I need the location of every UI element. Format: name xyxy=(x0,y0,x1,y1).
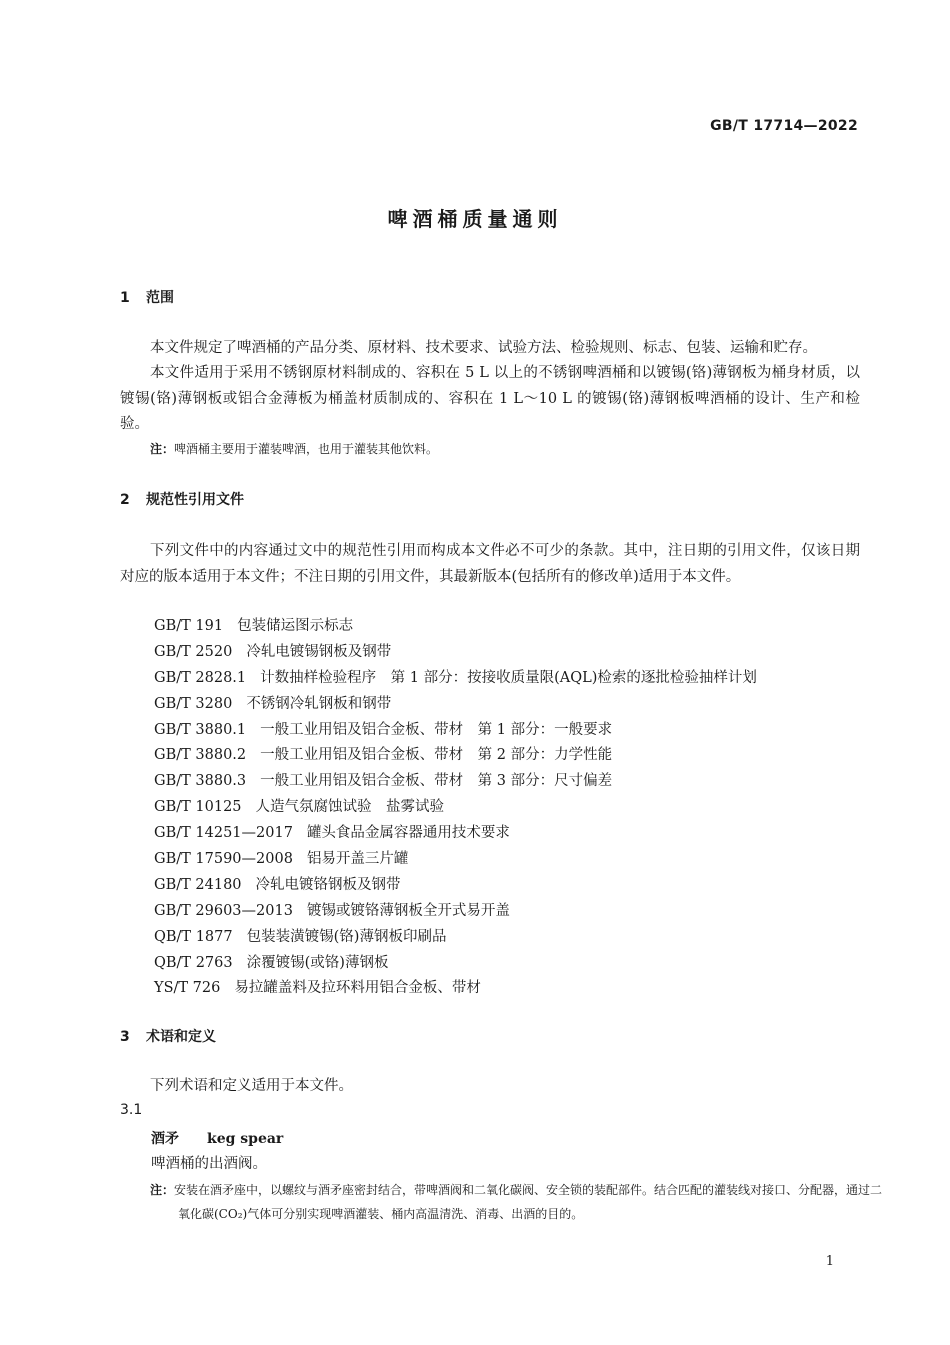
reference-item xyxy=(154,640,757,666)
reference-item xyxy=(154,976,757,1002)
section-heading-normative-references xyxy=(120,489,244,509)
section-title: 术语和定义 xyxy=(146,1029,216,1045)
normative-references-intro: 下列文件中的内容通过文中的规范性引用而构成本文件必不可少的条款。其中，注日期的引用文件，仅该日期对应的版本适用于本文件；不注日期的引用文件，其最新版本(包括所有的修改单)适用于本文件。 xyxy=(120,543,860,585)
reference-item xyxy=(154,743,757,769)
section-number: 2 xyxy=(120,492,130,508)
reference-code: GB/T 2520 xyxy=(154,643,233,660)
reference-item xyxy=(154,899,757,925)
reference-item xyxy=(154,847,757,873)
term-english: keg spear xyxy=(207,1131,284,1147)
reference-title: 一般工业用铝及铝合金板、带材 第 1 部分：一般要求 xyxy=(260,721,613,738)
reference-item xyxy=(154,821,757,847)
section-title: 范围 xyxy=(146,290,174,306)
reference-code: GB/T 3880.2 xyxy=(154,747,247,764)
reference-title: 易拉罐盖料及拉环料用铝合金板、带材 xyxy=(234,980,481,997)
reference-title: 一般工业用铝及铝合金板、带材 第 3 部分：尺寸偏差 xyxy=(260,773,613,790)
note-label: 注： xyxy=(150,1183,175,1197)
reference-title: 包装装潢镀锡(铬)薄钢板印刷品 xyxy=(246,928,447,945)
reference-code: GB/T 3880.3 xyxy=(154,773,247,790)
standard-code: GB/T 17714—2022 xyxy=(710,118,858,134)
reference-item xyxy=(154,692,757,718)
reference-item xyxy=(154,925,757,951)
note-label: 注： xyxy=(150,442,175,456)
section-heading-terms xyxy=(120,1026,216,1046)
reference-title: 涂覆镀锡(或铬)薄钢板 xyxy=(246,954,389,971)
terms-intro: 下列术语和定义适用于本文件。 xyxy=(150,1078,353,1094)
reference-title: 铝易开盖三片罐 xyxy=(306,851,409,868)
reference-code: QB/T 1877 xyxy=(154,928,233,945)
section-title: 规范性引用文件 xyxy=(146,492,244,508)
reference-code: GB/T 29603—2013 xyxy=(154,902,293,919)
reference-code: GB/T 17590—2008 xyxy=(154,851,293,868)
reference-title: 人造气氛腐蚀试验 盐雾试验 xyxy=(255,799,445,816)
reference-code: GB/T 10125 xyxy=(154,799,242,816)
reference-code: QB/T 2763 xyxy=(154,954,233,971)
reference-title: 包装储运图示标志 xyxy=(237,618,354,634)
reference-title: 计数抽样检验程序 第 1 部分：按接收质量限(AQL)检索的逐批检验抽样计划 xyxy=(260,669,757,686)
reference-code: GB/T 191 xyxy=(154,618,224,634)
reference-item xyxy=(154,666,757,692)
note-text: 安装在酒矛座中，以螺纹与酒矛座密封结合，带啤酒阀和二氧化碳阀、安全锁的装配部件。结合匹配的灌装线对接口、分配器，通过二氧化碳(CO₂)气体可分别实现啤酒灌装、桶内高温清洗、消毒、出酒的目的。 xyxy=(174,1183,883,1221)
reference-item xyxy=(154,795,757,821)
scope-paragraph-1: 本文件规定了啤酒桶的产品分类、原材料、技术要求、试验方法、检验规则、标志、包装、运输和贮存。 xyxy=(150,340,817,356)
scope-note xyxy=(150,437,865,461)
term-definition: 啤酒桶的出酒阀。 xyxy=(151,1156,267,1172)
document-title: 啤酒桶质量通则 xyxy=(387,207,563,231)
clause-number: 3.1 xyxy=(120,1102,143,1118)
reference-item xyxy=(154,614,757,640)
reference-code: GB/T 3280 xyxy=(154,695,233,712)
reference-item xyxy=(154,951,757,977)
note-text: 啤酒桶主要用于灌装啤酒，也用于灌装其他饮料。 xyxy=(174,442,439,456)
reference-item xyxy=(154,873,757,899)
section-heading-scope xyxy=(120,287,174,307)
reference-code: YS/T 726 xyxy=(154,980,221,997)
reference-title: 不锈钢冷轧钢板和钢带 xyxy=(246,695,392,712)
reference-title: 冷轧电镀铬钢板及钢带 xyxy=(255,876,401,893)
reference-code: GB/T 24180 xyxy=(154,876,242,893)
term-entry xyxy=(151,1128,283,1148)
section-number: 1 xyxy=(120,290,130,306)
reference-item xyxy=(154,718,757,744)
term-note xyxy=(150,1178,888,1226)
reference-title: 镀锡或镀铬薄钢板全开式易开盖 xyxy=(306,902,510,919)
scope-paragraph-2: 本文件适用于采用不锈钢原材料制成的、容积在 5 L 以上的不锈钢啤酒桶和以镀锡(铬)薄钢板为桶身材质，以镀锡(铬)薄钢板或铝合金薄板为桶盖材质制成的、容积在 1 L～10 L 的镀锡(铬)薄钢板啤酒桶的设计、生产和检验。 xyxy=(120,365,860,432)
section-number: 3 xyxy=(120,1029,130,1045)
reference-title: 冷轧电镀锡钢板及钢带 xyxy=(246,643,392,660)
reference-title: 罐头食品金属容器通用技术要求 xyxy=(306,825,510,842)
reference-title: 一般工业用铝及铝合金板、带材 第 2 部分：力学性能 xyxy=(260,747,613,764)
reference-code: GB/T 2828.1 xyxy=(154,669,247,686)
reference-code: GB/T 14251—2017 xyxy=(154,825,293,842)
reference-code: GB/T 3880.1 xyxy=(154,721,247,738)
reference-item xyxy=(154,769,757,795)
page-number: 1 xyxy=(825,1254,834,1269)
reference-list xyxy=(154,614,757,1002)
term-chinese: 酒矛 xyxy=(151,1131,179,1147)
